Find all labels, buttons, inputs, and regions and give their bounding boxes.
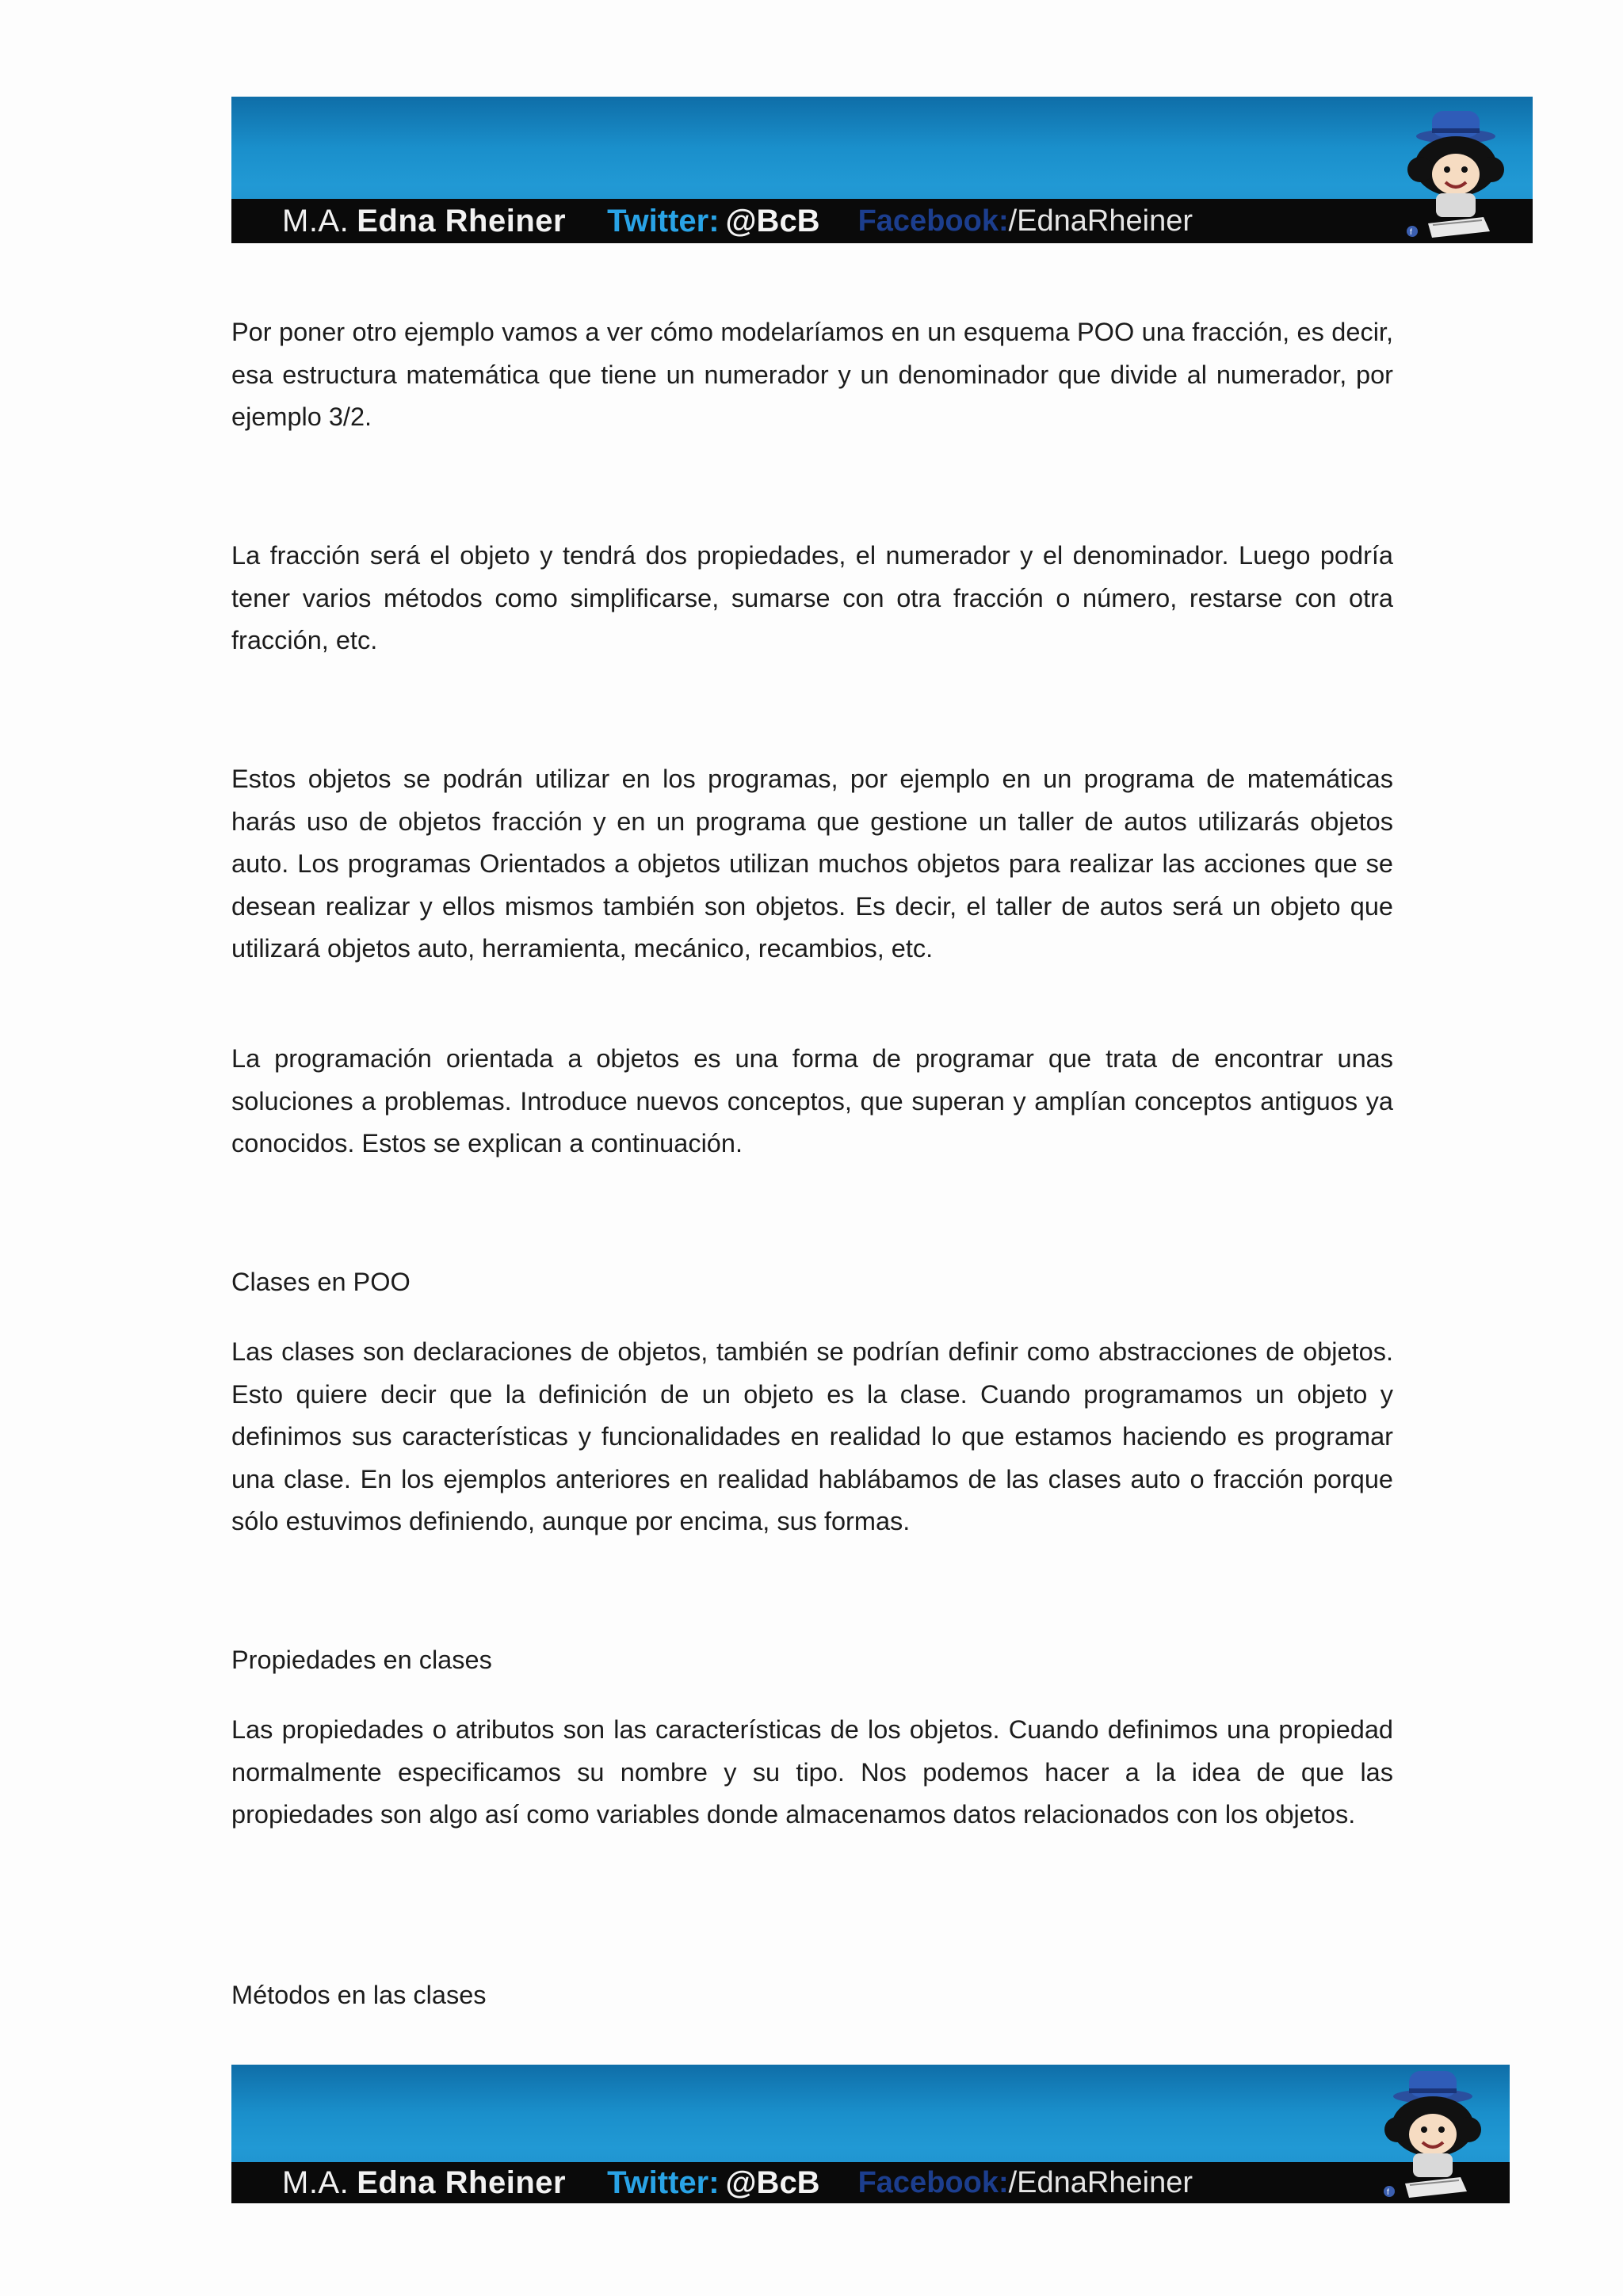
paragraph-poo-definition: La programación orientada a objetos es una forma de programar que trata de encontrar unas soluciones a problemas. Introduce nuevos conceptos, que superan y amplían conceptos antiguos ya conocidos. Estos se explican a continuación.: [231, 1044, 1393, 1158]
mascot-icon: [1396, 105, 1515, 243]
twitter-handle: Twitter: @BcB: [607, 2164, 820, 2200]
author-name: M.A. Edna Rheiner: [282, 203, 567, 238]
author-name: M.A. Edna Rheiner: [282, 2164, 567, 2200]
twitter-handle: Twitter: @BcB: [607, 203, 820, 238]
svg-text:f: f: [1387, 2188, 1389, 2197]
paragraph-clases: Las clases son declaraciones de objetos, también se podrían definir como abstracciones de objetos. Esto quiere decir que la definición de un objeto es la clase. Cuando programamos un objeto y definimos sus características y funcionalidades en realidad lo que estamos haciendo es programar una clase. En los ejemplos anteriores en realidad hablábamos de las clases auto o fracción porque sólo estuvimos definiendo, aunque por encima, sus formas.: [231, 1337, 1393, 1535]
paragraph-objects-programs: Estos objetos se podrán utilizar en los programas, por ejemplo en un programa de matemáticas harás uso de objetos fracción y en un programa que gestione un taller de autos utilizarás objetos auto. Los programas Orientados a objetos utilizan muchos objetos para realizar las acciones que se desean realizar y ellos mismos también son objetos. Es decir, el taller de autos será un objeto que utilizará objetos auto, herramienta, mecánico, recambios, etc.: [231, 765, 1393, 963]
paragraph-fraction-intro: Por poner otro ejemplo vamos a ver cómo modelaríamos en un esquema POO una fracción, es decir, esa estructura matemática que tiene un numerador y un denominador que divide al numerador, por ejemplo 3/2.: [231, 318, 1393, 431]
paragraph-propiedades: Las propiedades o atributos son las características de los objetos. Cuando definimos una propiedad normalmente especificamos su nombre y su tipo. Nos podemos hacer a la idea de que las propiedades son algo así como variables donde almacenamos datos relacionados con los objetos.: [231, 1715, 1393, 1829]
header-banner: [231, 97, 1533, 243]
heading-clases: Clases en POO: [231, 1268, 411, 1296]
footer-banner: [231, 2065, 1510, 2203]
banner-bar: [231, 2162, 1510, 2203]
paragraph-fraction-object: La fracción será el objeto y tendrá dos propiedades, el numerador y el denominador. Luego podría tener varios métodos como simplificarse, sumarse con otra fracción o número, restarse con otra fracción, etc.: [231, 541, 1393, 654]
facebook-handle: Facebook:/EdnaRheiner: [857, 2165, 1193, 2199]
heading-propiedades: Propiedades en clases: [231, 1646, 492, 1674]
banner-bar: [231, 199, 1533, 243]
mascot-icon: [1373, 2065, 1492, 2203]
heading-metodos: Métodos en las clases: [231, 1981, 487, 2009]
svg-text:f: f: [1410, 228, 1412, 237]
facebook-handle: Facebook:/EdnaRheiner: [857, 204, 1193, 238]
